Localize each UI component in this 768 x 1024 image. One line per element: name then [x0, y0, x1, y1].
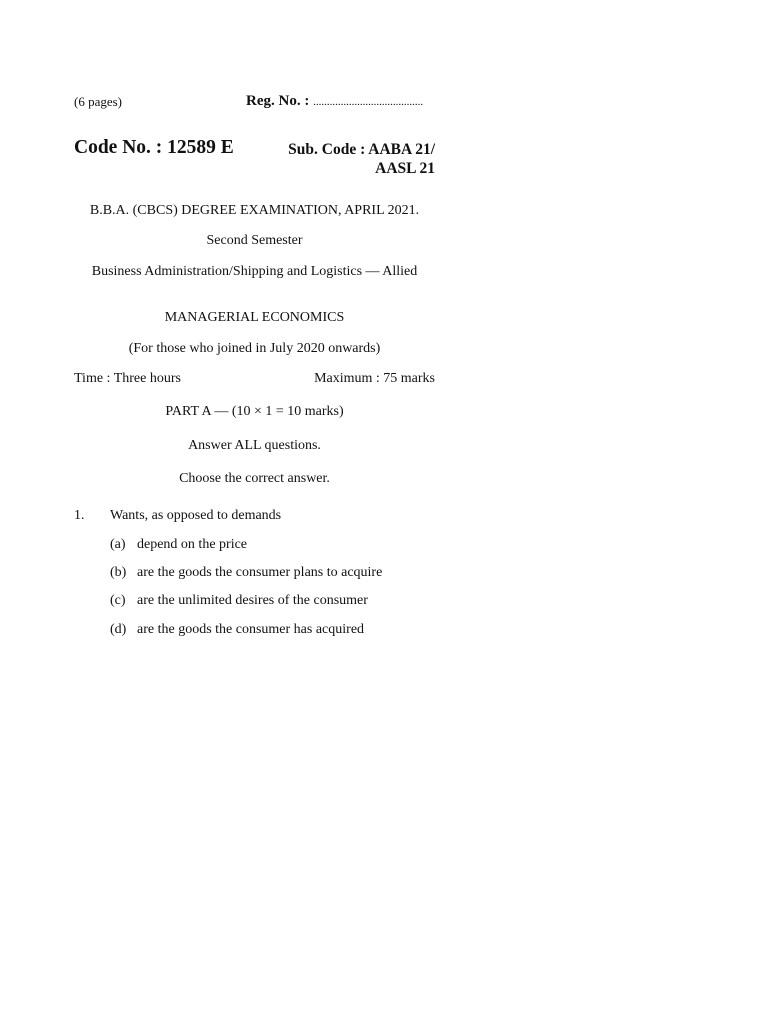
reg-dots: ........................................ — [313, 96, 424, 108]
sub-code-line-1: Sub. Code : AABA 21/ — [288, 141, 435, 158]
instruction-choose: Choose the correct answer. — [179, 471, 330, 486]
option-b-text: are the goods the consumer plans to acquire — [137, 565, 383, 580]
registration-number — [246, 93, 423, 110]
exam-title: B.B.A. (CBCS) DEGREE EXAMINATION, APRIL 2021. — [89, 203, 420, 218]
instruction-answer-all: Answer ALL questions. — [188, 438, 321, 453]
question-text: Wants, as opposed to demands — [110, 508, 282, 523]
maximum-marks: Maximum : 75 marks — [314, 371, 435, 386]
option-c-label: (c) — [110, 593, 126, 608]
semester: Second Semester — [206, 233, 303, 248]
time-allowed: Time : Three hours — [74, 371, 181, 386]
sub-code-line-2: AASL 21 — [375, 160, 435, 177]
code-number: Code No. : 12589 E — [74, 137, 234, 158]
part-a-heading: PART A — (10 × 1 = 10 marks) — [165, 404, 344, 419]
programme: Business Administration/Shipping and Logistics — Allied — [91, 264, 418, 279]
option-c-text: are the unlimited desires of the consumer — [137, 593, 368, 608]
sub-code — [288, 140, 435, 178]
page-count: (6 pages) — [74, 94, 123, 109]
option-d-text: are the goods the consumer has acquired — [137, 622, 365, 637]
option-d-label: (d) — [110, 622, 127, 637]
option-b-label: (b) — [110, 565, 127, 580]
option-a-text: depend on the price — [137, 537, 248, 552]
reg-label: Reg. No. : — [246, 93, 310, 109]
subject-title: MANAGERIAL ECONOMICS — [164, 310, 345, 325]
question-number: 1. — [74, 508, 85, 523]
option-a-label: (a) — [110, 537, 126, 552]
eligibility-note: (For those who joined in July 2020 onwards) — [128, 341, 381, 356]
